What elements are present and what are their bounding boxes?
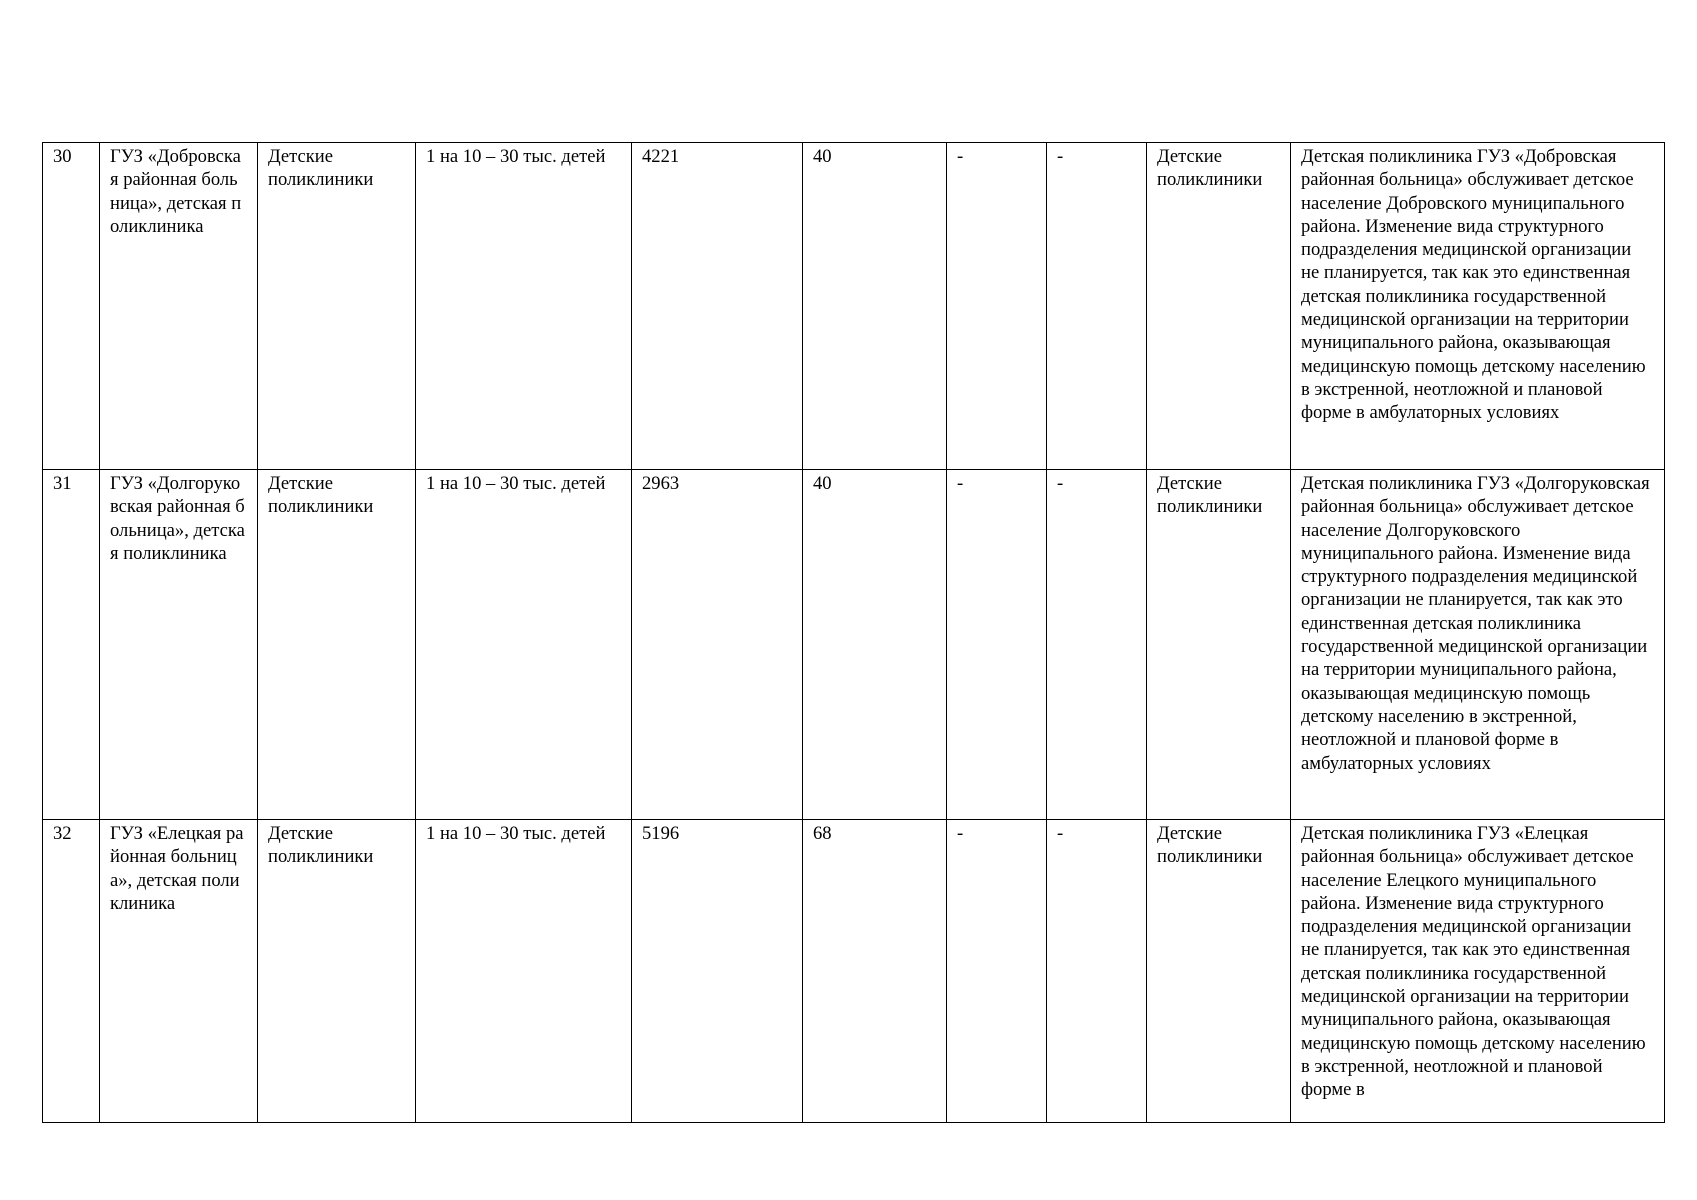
population: 5196 bbox=[632, 820, 803, 1123]
population: 4221 bbox=[632, 143, 803, 470]
note: Детская поликлиника ГУЗ «Долгоруковская районная больница» обслуживает детское население Долгоруковского муниципального района. Изменение вида структурного подразделения медицинской организации не планируется, так как это единственная детская поликлиника государственной медицинской организации на территории муниципального района, оказывающая медицинскую помощь детскому населению в экстренной, неотложной и плановой форме в амбулаторных условиях bbox=[1291, 470, 1665, 820]
unit-type: Детские поликлиники bbox=[258, 143, 416, 470]
note: Детская поликлиника ГУЗ «Елецкая районная больница» обслуживает детское население Елецкого муниципального района. Изменение вида структурного подразделения медицинской организации не планируется, так как это единственная детская поликлиника государственной медицинской организации на территории муниципального района, оказывающая медицинскую помощь детскому населению в экстренной, неотложной и плановой форме в bbox=[1291, 820, 1665, 1123]
column-8: - bbox=[1047, 470, 1147, 820]
unit-type: Детские поликлиники bbox=[258, 820, 416, 1123]
organization-name: ГУЗ «Елецкая районная больница», детская поликлиника bbox=[100, 820, 258, 1123]
population: 2963 bbox=[632, 470, 803, 820]
column-7: - bbox=[947, 470, 1047, 820]
norm: 1 на 10 – 30 тыс. детей bbox=[416, 820, 632, 1123]
hospitals-table bbox=[42, 142, 1665, 1123]
planned-unit-type: Детские поликлиники bbox=[1147, 143, 1291, 470]
column-8: - bbox=[1047, 143, 1147, 470]
planned-unit-type: Детские поликлиники bbox=[1147, 470, 1291, 820]
planned-unit-type: Детские поликлиники bbox=[1147, 820, 1291, 1123]
column-7: - bbox=[947, 820, 1047, 1123]
organization-name: ГУЗ «Долгоруковская районная больница», детская поликлиника bbox=[100, 470, 258, 820]
norm: 1 на 10 – 30 тыс. детей bbox=[416, 143, 632, 470]
capacity: 40 bbox=[803, 470, 947, 820]
capacity: 40 bbox=[803, 143, 947, 470]
row-number: 31 bbox=[43, 470, 100, 820]
column-8: - bbox=[1047, 820, 1147, 1123]
table-row bbox=[43, 143, 1665, 470]
row-number: 30 bbox=[43, 143, 100, 470]
note: Детская поликлиника ГУЗ «Добровская районная больница» обслуживает детское население Добровского муниципального района. Изменение вида структурного подразделения медицинской организации не планируется, так как это единственная детская поликлиника государственной медицинской организации на территории муниципального района, оказывающая медицинскую помощь детскому населению в экстренной, неотложной и плановой форме в амбулаторных условиях bbox=[1291, 143, 1665, 470]
column-7: - bbox=[947, 143, 1047, 470]
organization-name: ГУЗ «Добровская районная больница», детская поликлиника bbox=[100, 143, 258, 470]
unit-type: Детские поликлиники bbox=[258, 470, 416, 820]
table-row bbox=[43, 470, 1665, 820]
norm: 1 на 10 – 30 тыс. детей bbox=[416, 470, 632, 820]
capacity: 68 bbox=[803, 820, 947, 1123]
row-number: 32 bbox=[43, 820, 100, 1123]
table-row bbox=[43, 820, 1665, 1123]
